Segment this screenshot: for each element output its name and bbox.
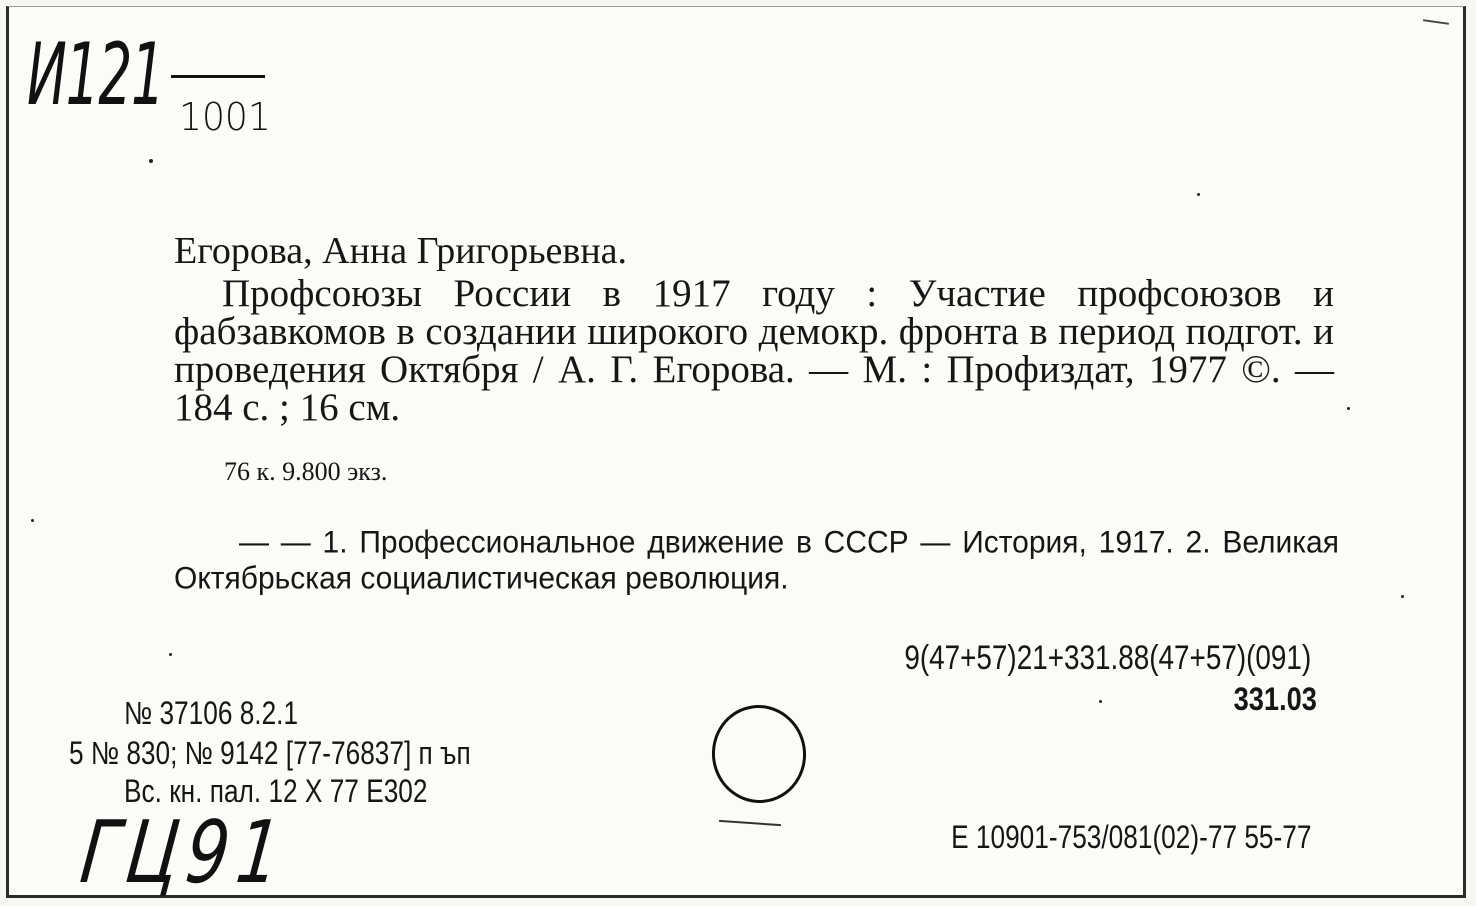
speck xyxy=(149,159,153,163)
stamp-circle xyxy=(706,699,813,809)
handwritten-note: ГЦ91 xyxy=(76,803,294,903)
corner-mark xyxy=(1423,19,1449,25)
order-line-1: № 37106 8.2.1 xyxy=(124,695,299,731)
subject-headings: — — 1. Профессиональное движение в СССР — История, 1917. 2. Великая Октябрьская социалистическая революция. xyxy=(174,525,1339,596)
stamp-underline xyxy=(719,820,781,826)
price-and-print-run: 76 к. 9.800 экз. xyxy=(224,457,388,486)
speck xyxy=(1401,595,1404,598)
classification-index-secondary: 331.03 xyxy=(1233,681,1317,717)
shelf-mark-divider xyxy=(171,75,265,78)
speck xyxy=(1099,700,1102,703)
order-line-3: Вс. кн. пал. 12 X 77 Е302 xyxy=(124,773,428,809)
publisher-index-code: Е 10901-753/081(02)-77 55-77 xyxy=(950,819,1311,855)
classification-index: 9(47+57)21+331.88(47+57)(091) xyxy=(904,639,1311,677)
shelf-mark-denominator: 1001 xyxy=(179,95,271,139)
speck xyxy=(1347,407,1350,410)
speck xyxy=(1197,193,1200,196)
catalog-card xyxy=(6,6,1466,903)
order-line-2: 5 № 830; № 9142 [77-76837] п ъп xyxy=(69,735,471,771)
shelf-mark-numerator: И121 xyxy=(27,25,164,125)
title-description: Профсоюзы России в 1917 году : Участие профсоюзов и фабзавкомов в создании широкого демокр. фронта в период подгот. и проведения Октября / А. Г. Егорова. — М. : Профиздат, 1977 ©. — 184 с. ; 16 см. xyxy=(174,272,1334,429)
author-heading: Егорова, Анна Григорьевна. xyxy=(174,230,628,272)
speck xyxy=(169,653,172,656)
speck xyxy=(31,519,34,522)
